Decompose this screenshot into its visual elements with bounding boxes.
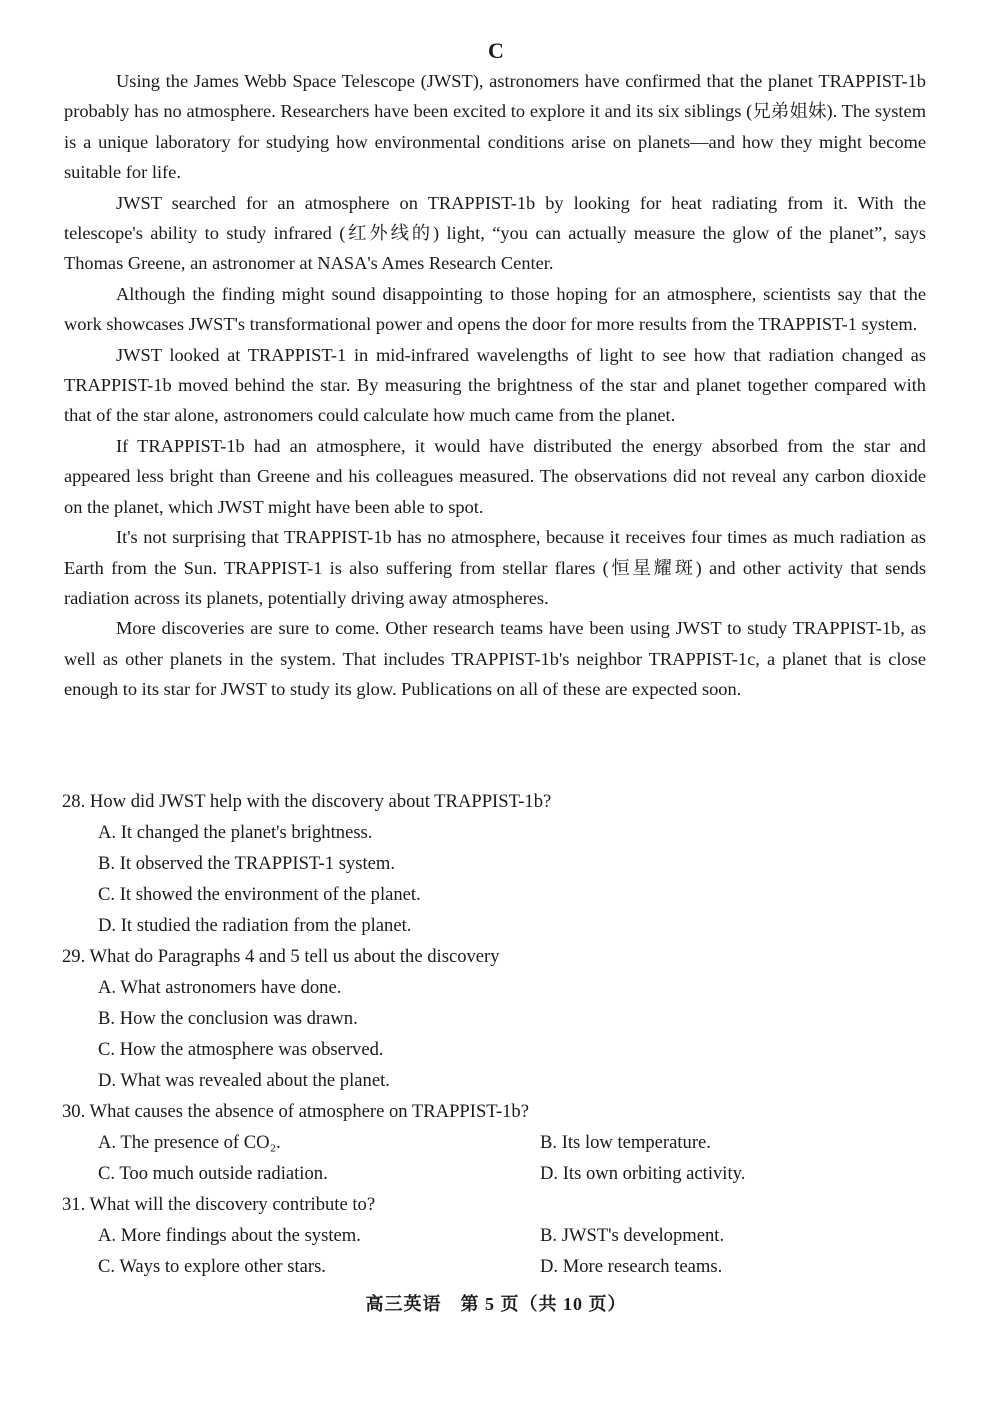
option-a: A. The presence of CO₂.	[98, 1132, 281, 1153]
option-b: B. Its low temperature.	[540, 1132, 711, 1153]
passage-paragraph-5: If TRAPPIST-1b had an atmosphere, it would have distributed the energy absorbed from the star and appeared less bright than Greene and his colleagues measured. The observations did not reveal any carbon dioxide on the planet, which JWST might have been able to spot.	[64, 435, 926, 517]
option-d: D. Its own orbiting activity.	[540, 1163, 746, 1184]
option-c: C. Too much outside radiation.	[98, 1163, 328, 1184]
question-stem: 30. What causes the absence of atmosphere on TRAPPIST-1b?	[62, 1101, 529, 1122]
option-b: B. It observed the TRAPPIST-1 system.	[98, 853, 395, 874]
section-letter: C	[488, 38, 504, 63]
option-d: D. It studied the radiation from the planet.	[98, 915, 412, 936]
option-d: D. More research teams.	[540, 1256, 723, 1277]
question-stem: 29. What do Paragraphs 4 and 5 tell us about the discovery	[62, 946, 500, 967]
option-row	[62, 1127, 932, 1158]
reading-passage	[64, 66, 926, 705]
option-a: A. What astronomers have done.	[98, 977, 342, 998]
option-a: A. More findings about the system.	[98, 1225, 361, 1246]
passage-paragraph-3: Although the finding might sound disappointing to those hoping for an atmosphere, scientists say that the work showcases JWST's transformational power and opens the door for more results from the TRAPPIST-1 system.	[64, 283, 926, 335]
question-list	[62, 786, 932, 1282]
question-29	[62, 941, 932, 1096]
option-c: C. Ways to explore other stars.	[98, 1256, 326, 1277]
option-b: B. How the conclusion was drawn.	[98, 1008, 358, 1029]
question-30	[62, 1096, 932, 1189]
option-row	[62, 1251, 932, 1282]
option-c: C. How the atmosphere was observed.	[98, 1039, 384, 1060]
question-stem: 31. What will the discovery contribute to?	[62, 1194, 376, 1215]
question-31	[62, 1189, 932, 1282]
option-c: C. It showed the environment of the planet.	[98, 884, 421, 905]
option-d: D. What was revealed about the planet.	[98, 1070, 390, 1091]
passage-paragraph-2: JWST searched for an atmosphere on TRAPPIST-1b by looking for heat radiating from it. With the telescope's ability to study infrared (红外线的) light, “you can actually measure the glow of the planet”, says Thomas Greene, an astronomer at NASA's Ames Research Center.	[64, 192, 926, 274]
passage-paragraph-1: Using the James Webb Space Telescope (JWST), astronomers have confirmed that the planet TRAPPIST-1b probably has no atmosphere. Researchers have been excited to explore it and its six siblings (兄弟姐妹). The system is a unique laboratory for studying how environmental conditions arise on planets—and how they might become suitable for life.	[64, 71, 926, 183]
passage-paragraph-7: More discoveries are sure to come. Other research teams have been using JWST to study TRAPPIST-1b, as well as other planets in the system. That includes TRAPPIST-1b's neighbor TRAPPIST-1c, a planet that is close enough to its star for JWST to study its glow. Publications on all of these are expected soon.	[64, 618, 926, 700]
option-b: B. JWST's development.	[540, 1225, 725, 1246]
page-footer: 高三英语 第 5 页（共 10 页）	[365, 1294, 627, 1314]
question-stem: 28. How did JWST help with the discovery about TRAPPIST-1b?	[62, 791, 552, 812]
passage-paragraph-4: JWST looked at TRAPPIST-1 in mid-infrared wavelengths of light to see how that radiation changed as TRAPPIST-1b moved behind the star. By measuring the brightness of the star and planet together compared with that of the star alone, astronomers could calculate how much came from the planet.	[64, 344, 926, 426]
option-row	[62, 1158, 932, 1189]
option-row	[62, 1220, 932, 1251]
passage-paragraph-6: It's not surprising that TRAPPIST-1b has no atmosphere, because it receives four times as much radiation as Earth from the Sun. TRAPPIST-1 is also suffering from stellar flares (恒星耀斑) and other activity that sends radiation across its planets, potentially driving away atmospheres.	[64, 527, 926, 608]
option-a: A. It changed the planet's brightness.	[98, 822, 373, 843]
question-28	[62, 786, 932, 941]
